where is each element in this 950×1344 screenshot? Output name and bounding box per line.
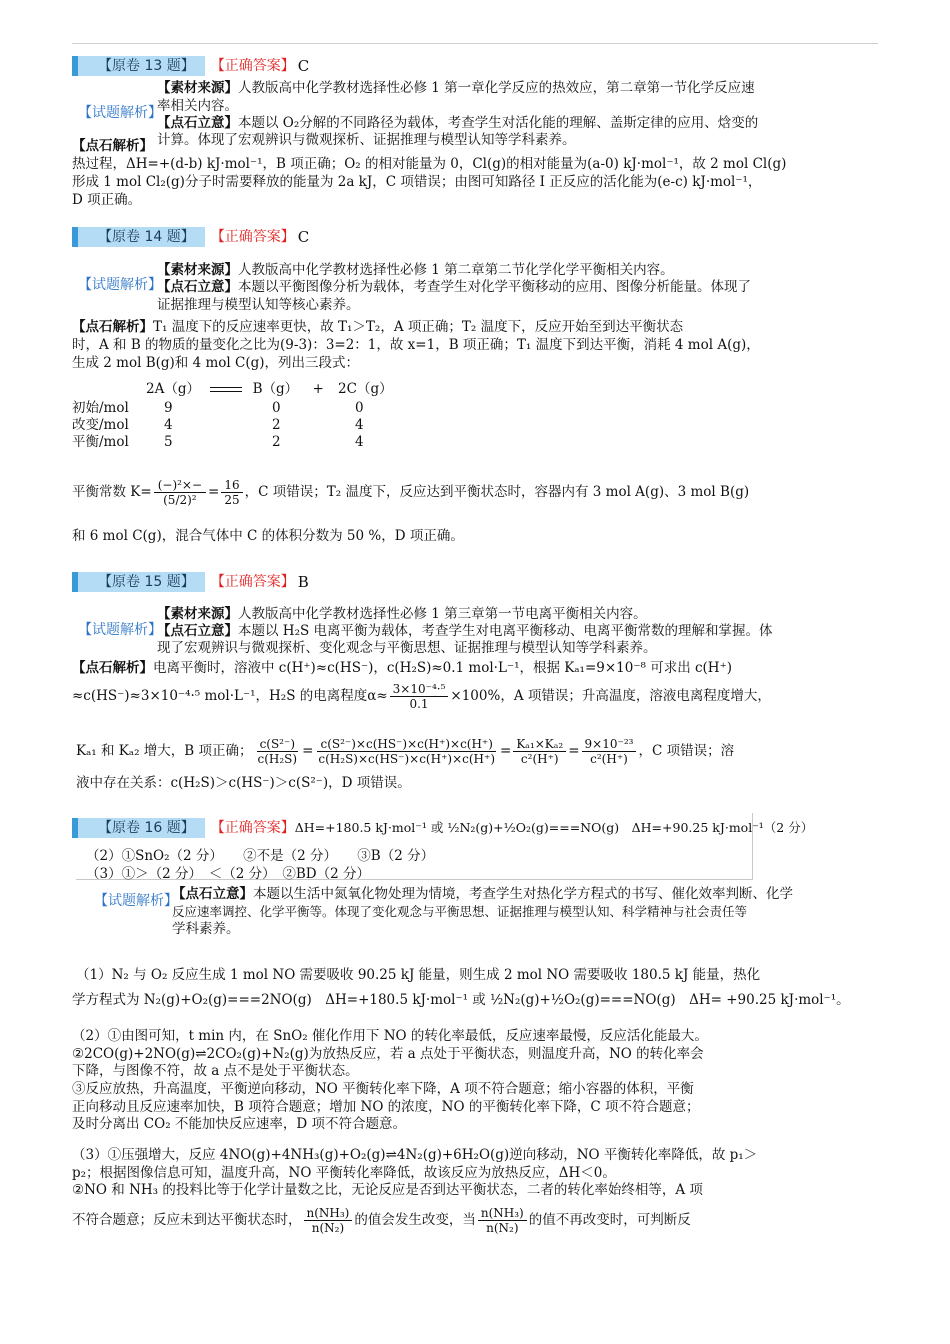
q16-answer-line1: ΔH=+180.5 kJ·mol⁻¹ 或 ½N₂(g)+½O₂(g)===NO(g) ΔH=+90.25 kJ·mol⁻¹（2 分） [294, 820, 814, 835]
q14-k-result: $\frac{16}{25}$ [221, 478, 242, 507]
q14-cell: 2 [272, 434, 281, 450]
q15-frac-1: $\frac{\text{c(S²⁻)}}{\text{c(H₂S)}}$ [257, 736, 298, 766]
q14-analysis-tag: 【试题解析】 [78, 277, 162, 293]
q16-intent-3: 学科素养。 [172, 921, 240, 937]
q14-cell: 9 [164, 400, 173, 416]
q16-frac-1: $\frac{\text{n(NH₃)}}{\text{n(N₂)}}$ [304, 1206, 353, 1235]
q14-cell: 2 [272, 417, 281, 433]
q15-line3: Kₐ₁ 和 Kₐ₂ 增大，B 项正确； $\frac{\text{c(S²⁻)}}{\text{c(H₂S)}}$ = $\frac{\text{c(S²⁻)×c(HS⁻)×c(H⁺)×c(H⁺)}}{\text{c(H₂S)×c(HS⁻)×c(H⁺)×c(H⁺)}}$ = $\frac{\text{Kₐ₁×Kₐ₂}}{\text{c²(H⁺)}}$ = $\frac{\text{9×10⁻²³}}{\text{c²(H⁺)}}$ ，C 项错误；溶 [76, 736, 735, 766]
q15-source: 【素材来源】人教版高中化学教材选择性必修 1 第三章第一节电离平衡相关内容。 [157, 606, 647, 622]
q15-heading: 【原卷 15 题】 [72, 572, 205, 592]
q16-p1: （1）N₂ 与 O₂ 反应生成 1 mol NO 需要吸收 90.25 kJ 能量，则生成 2 mol NO 需要吸收 180.5 kJ 能量，热化 [76, 967, 761, 983]
q14-eq-right: 2C（g） [338, 381, 393, 397]
q14-source: 【素材来源】人教版高中化学教材选择性必修 1 第二章第二节化学化学平衡相关内容。 [157, 262, 674, 278]
q14-detail1: 【点石解析】T₁ 温度下的反应速率更快，故 T₁＞T₂，A 项正确；T₂ 温度下，反应开始至到达平衡状态 [72, 319, 684, 335]
q14-k-formula: $\frac{\text{(−)²×−}}{\text{(5/2)²}}$ [154, 478, 206, 507]
q16-heading: 【原卷 16 题】 [72, 818, 205, 838]
q16-p6: ③反应放热，升高温度，平衡逆向移动，NO 平衡转化率下降，A 项不符合题意；缩小容器的体积，平衡 [72, 1081, 694, 1097]
q14-k-expression: 平衡常数 K= $\frac{\text{(−)²×−}}{\text{(5/2)²}}$ = $\frac{16}{25}$ ，C 项错误；T₂ 温度下，反应达到平衡状态时，容器内有 3 mol A(g)、3 mol B(g) [72, 477, 750, 507]
q14-row-label: 改变/mol [72, 417, 129, 433]
q14-heading: 【原卷 14 题】 [72, 227, 205, 247]
q13-detail-label: 【点石解析】 [72, 138, 153, 154]
q14-cell: 0 [272, 400, 281, 416]
q14-k-prefix: 平衡常数 K= [72, 484, 152, 500]
q14-intent: 【点石立意】本题以平衡图像分析为载体，考查学生对化学平衡移动的应用、图像分析能量。体现了 [157, 279, 751, 295]
q15-analysis-tag: 【试题解析】 [78, 622, 162, 638]
q16-p11: ②NO 和 NH₃ 的投料比等于化学计量数之比，无论反应是否到达平衡状态，二者的转化率始终相等，A 项 [72, 1182, 703, 1198]
q13-heading: 【原卷 13 题】 [72, 56, 205, 76]
q15-frac-2: $\frac{\text{c(S²⁻)×c(HS⁻)×c(H⁺)×c(H⁺)}}{\text{c(H₂S)×c(HS⁻)×c(H⁺)×c(H⁺)}}$ [318, 736, 496, 766]
q14-cell: 4 [164, 417, 173, 433]
q15-intent-2: 现了宏观辨识与微观探析、变化观念与平衡思想、证据推理与模型认知等学科素养。 [157, 640, 657, 656]
q13-answer: C [297, 57, 310, 75]
q16-p5: 下降，与图像不符，故 a 点不是处于平衡状态。 [72, 1063, 359, 1079]
q15-answer: B [297, 573, 309, 591]
q13-intent: 【点石立意】本题以 O₂分解的不同路径为载体，考查学生对活化能的理解、盖斯定律的应用、焓变的 [157, 115, 759, 131]
q14-answer: C [297, 228, 310, 246]
q15-line4: 液中存在关系：c(H₂S)＞c(HS⁻)＞c(S²⁻)，D 项错误。 [76, 775, 411, 791]
q13-intent-2: 计算。体现了宏观辨识与微观探析、证据推理与模型认知等学科素养。 [157, 132, 576, 148]
q16-p7: 正向移动且反应速率加快，B 项符合题意；增加 NO 的浓度，NO 的平衡转化率下降，C 项不符合题意； [72, 1099, 700, 1115]
q13-analysis-tag: 【试题解析】 [78, 105, 162, 121]
top-rule [72, 43, 878, 44]
q14-eq-plus: + [312, 381, 324, 397]
q14-line2: 时，A 和 B 的物质的量变化之比为(9-3)：3=2：1，故 x=1，B 项正确；T₁ 温度下到达平衡，消耗 4 mol A(g)， [72, 337, 760, 353]
q16-intent-2: 反应速率调控、化学平衡等。体现了变化观念与平衡思想、证据推理与模型认知、科学精神与社会责任等 [172, 904, 748, 919]
q14-equation [146, 380, 393, 398]
q13-line3: D 项正确。 [72, 192, 142, 208]
q15-frac-3: $\frac{\text{Kₐ₁×Kₐ₂}}{\text{c²(H⁺)}}$ [513, 737, 566, 766]
q15-alpha-frac: $\frac{\text{3×10⁻⁴·⁵}}{0.1}$ [390, 682, 449, 711]
q14-row-label: 平衡/mol [72, 434, 129, 450]
q16-p8: 及时分离出 CO₂ 不能加快反应速率，D 项不符合题意。 [72, 1116, 407, 1132]
q14-cell: 4 [355, 417, 364, 433]
q16-answer-line2: （2）①SnO₂（2 分） ②不是（2 分） ③B（2 分） [86, 848, 435, 864]
equilibrium-arrow-icon [210, 385, 242, 395]
q16-p4: ②2CO(g)+2NO(g)⇌2CO₂(g)+N₂(g)为放热反应，若 a 点处于平衡状态，则温度升高，NO 的转化率会 [72, 1046, 704, 1062]
q13-line2: 形成 1 mol Cl₂(g)分子时需要释放的能量为 2a kJ，C 项错误；由图可知路径 I 正反应的活化能为(e-c) kJ·mol⁻¹， [72, 174, 762, 190]
q14-cell: 4 [355, 434, 364, 450]
q14-intent-2: 证据推理与模型认知等核心素养。 [157, 297, 360, 313]
q13-answer-label: 【正确答案】 [210, 58, 295, 74]
q14-eq-mid: B（g） [252, 381, 299, 397]
q14-last: 和 6 mol C(g)，混合气体中 C 的体积分数为 50 %，D 项正确。 [72, 528, 464, 544]
q13-line1: 热过程，ΔH=+(d-b) kJ·mol⁻¹，B 项正确；O₂ 的相对能量为 0，Cl(g)的相对能量为(a-0) kJ·mol⁻¹，故 2 mol Cl(g) [72, 156, 787, 172]
q16-answer-label: 【正确答案】 [210, 820, 295, 836]
q14-cell: 0 [355, 400, 364, 416]
q13-source-2: 率相关内容。 [157, 98, 238, 114]
q15-line2: ≈c(HS⁻)≈3×10⁻⁴·⁵ mol·L⁻¹，H₂S 的电离程度α≈ $\frac{\text{3×10⁻⁴·⁵}}{0.1}$ ×100%，A 项错误；升高温度，溶液电离程度增大， [72, 681, 771, 711]
q16-p10: p₂；根据图像信息可知，温度升高，NO 平衡转化率降低，故该反应为放热反应，ΔH＜0。 [72, 1165, 616, 1181]
q16-analysis-tag: 【试题解析】 [94, 893, 178, 909]
q15-answer-label: 【正确答案】 [210, 574, 295, 590]
q14-answer-label: 【正确答案】 [210, 229, 295, 245]
q16-header [72, 818, 813, 838]
q14-eq-left: 2A（g） [146, 381, 200, 397]
q14-line3: 生成 2 mol B(g)和 4 mol C(g)，列出三段式： [72, 355, 360, 371]
q13-header [72, 56, 309, 76]
q16-p2: 学方程式为 N₂(g)+O₂(g)===2NO(g) ΔH=+180.5 kJ·mol⁻¹ 或 ½N₂(g)+½O₂(g)===NO(g) ΔH= +90.25 kJ·mol⁻¹。 [72, 992, 850, 1008]
q14-cell: 5 [164, 434, 173, 450]
q14-header [72, 227, 309, 247]
q15-header [72, 572, 309, 592]
q16-p9: （3）①压强增大，反应 4NO(g)+4NH₃(g)+O₂(g)⇌4N₂(g)+6H₂O(g)逆向移动，NO 平衡转化率降低，故 p₁＞ [72, 1147, 758, 1163]
q14-row-label: 初始/mol [72, 400, 129, 416]
q16-p3: （2）①由图可知，t min 内，在 SnO₂ 催化作用下 NO 的转化率最低，反应速率最慢，反应活化能最大。 [72, 1028, 708, 1044]
q16-intent: 【点石立意】本题以生活中氮氧化物处理为情境，考查学生对热化学方程式的书写、催化效率判断、化学 [172, 886, 793, 902]
q15-intent: 【点石立意】本题以 H₂S 电离平衡为载体，考查学生对电离平衡移动、电离平衡常数的理解和掌握。体 [157, 623, 773, 639]
q16-p12: 不符合题意；反应未到达平衡状态时， $\frac{\text{n(NH₃)}}{\text{n(N₂)}}$ 的值会发生改变，当 $\frac{\text{n(NH₃)}}{\text{n(N₂)}}$ 的值不再改变时，可判断反 [72, 1205, 691, 1235]
q13-source: 【素材来源】人教版高中化学教材选择性必修 1 第一章化学反应的热效应，第二章第一节化学反应速 [157, 80, 755, 96]
q15-detail1: 【点石解析】电离平衡时，溶液中 c(H⁺)≈c(HS⁻)，c(H₂S)≈0.1 mol·L⁻¹，根据 Kₐ₁=9×10⁻⁸ 可求出 c(H⁺) [72, 660, 732, 676]
q16-frac-2: $\frac{\text{n(NH₃)}}{\text{n(N₂)}}$ [478, 1206, 527, 1235]
q14-k-text: ，C 项错误；T₂ 温度下，反应达到平衡状态时，容器内有 3 mol A(g)、3 mol B(g) [244, 484, 750, 500]
q16-answer-line3: （3）①＞（2 分） ＜（2 分） ②BD（2 分） [86, 866, 370, 882]
q15-frac-4: $\frac{\text{9×10⁻²³}}{\text{c²(H⁺)}}$ [582, 737, 637, 766]
